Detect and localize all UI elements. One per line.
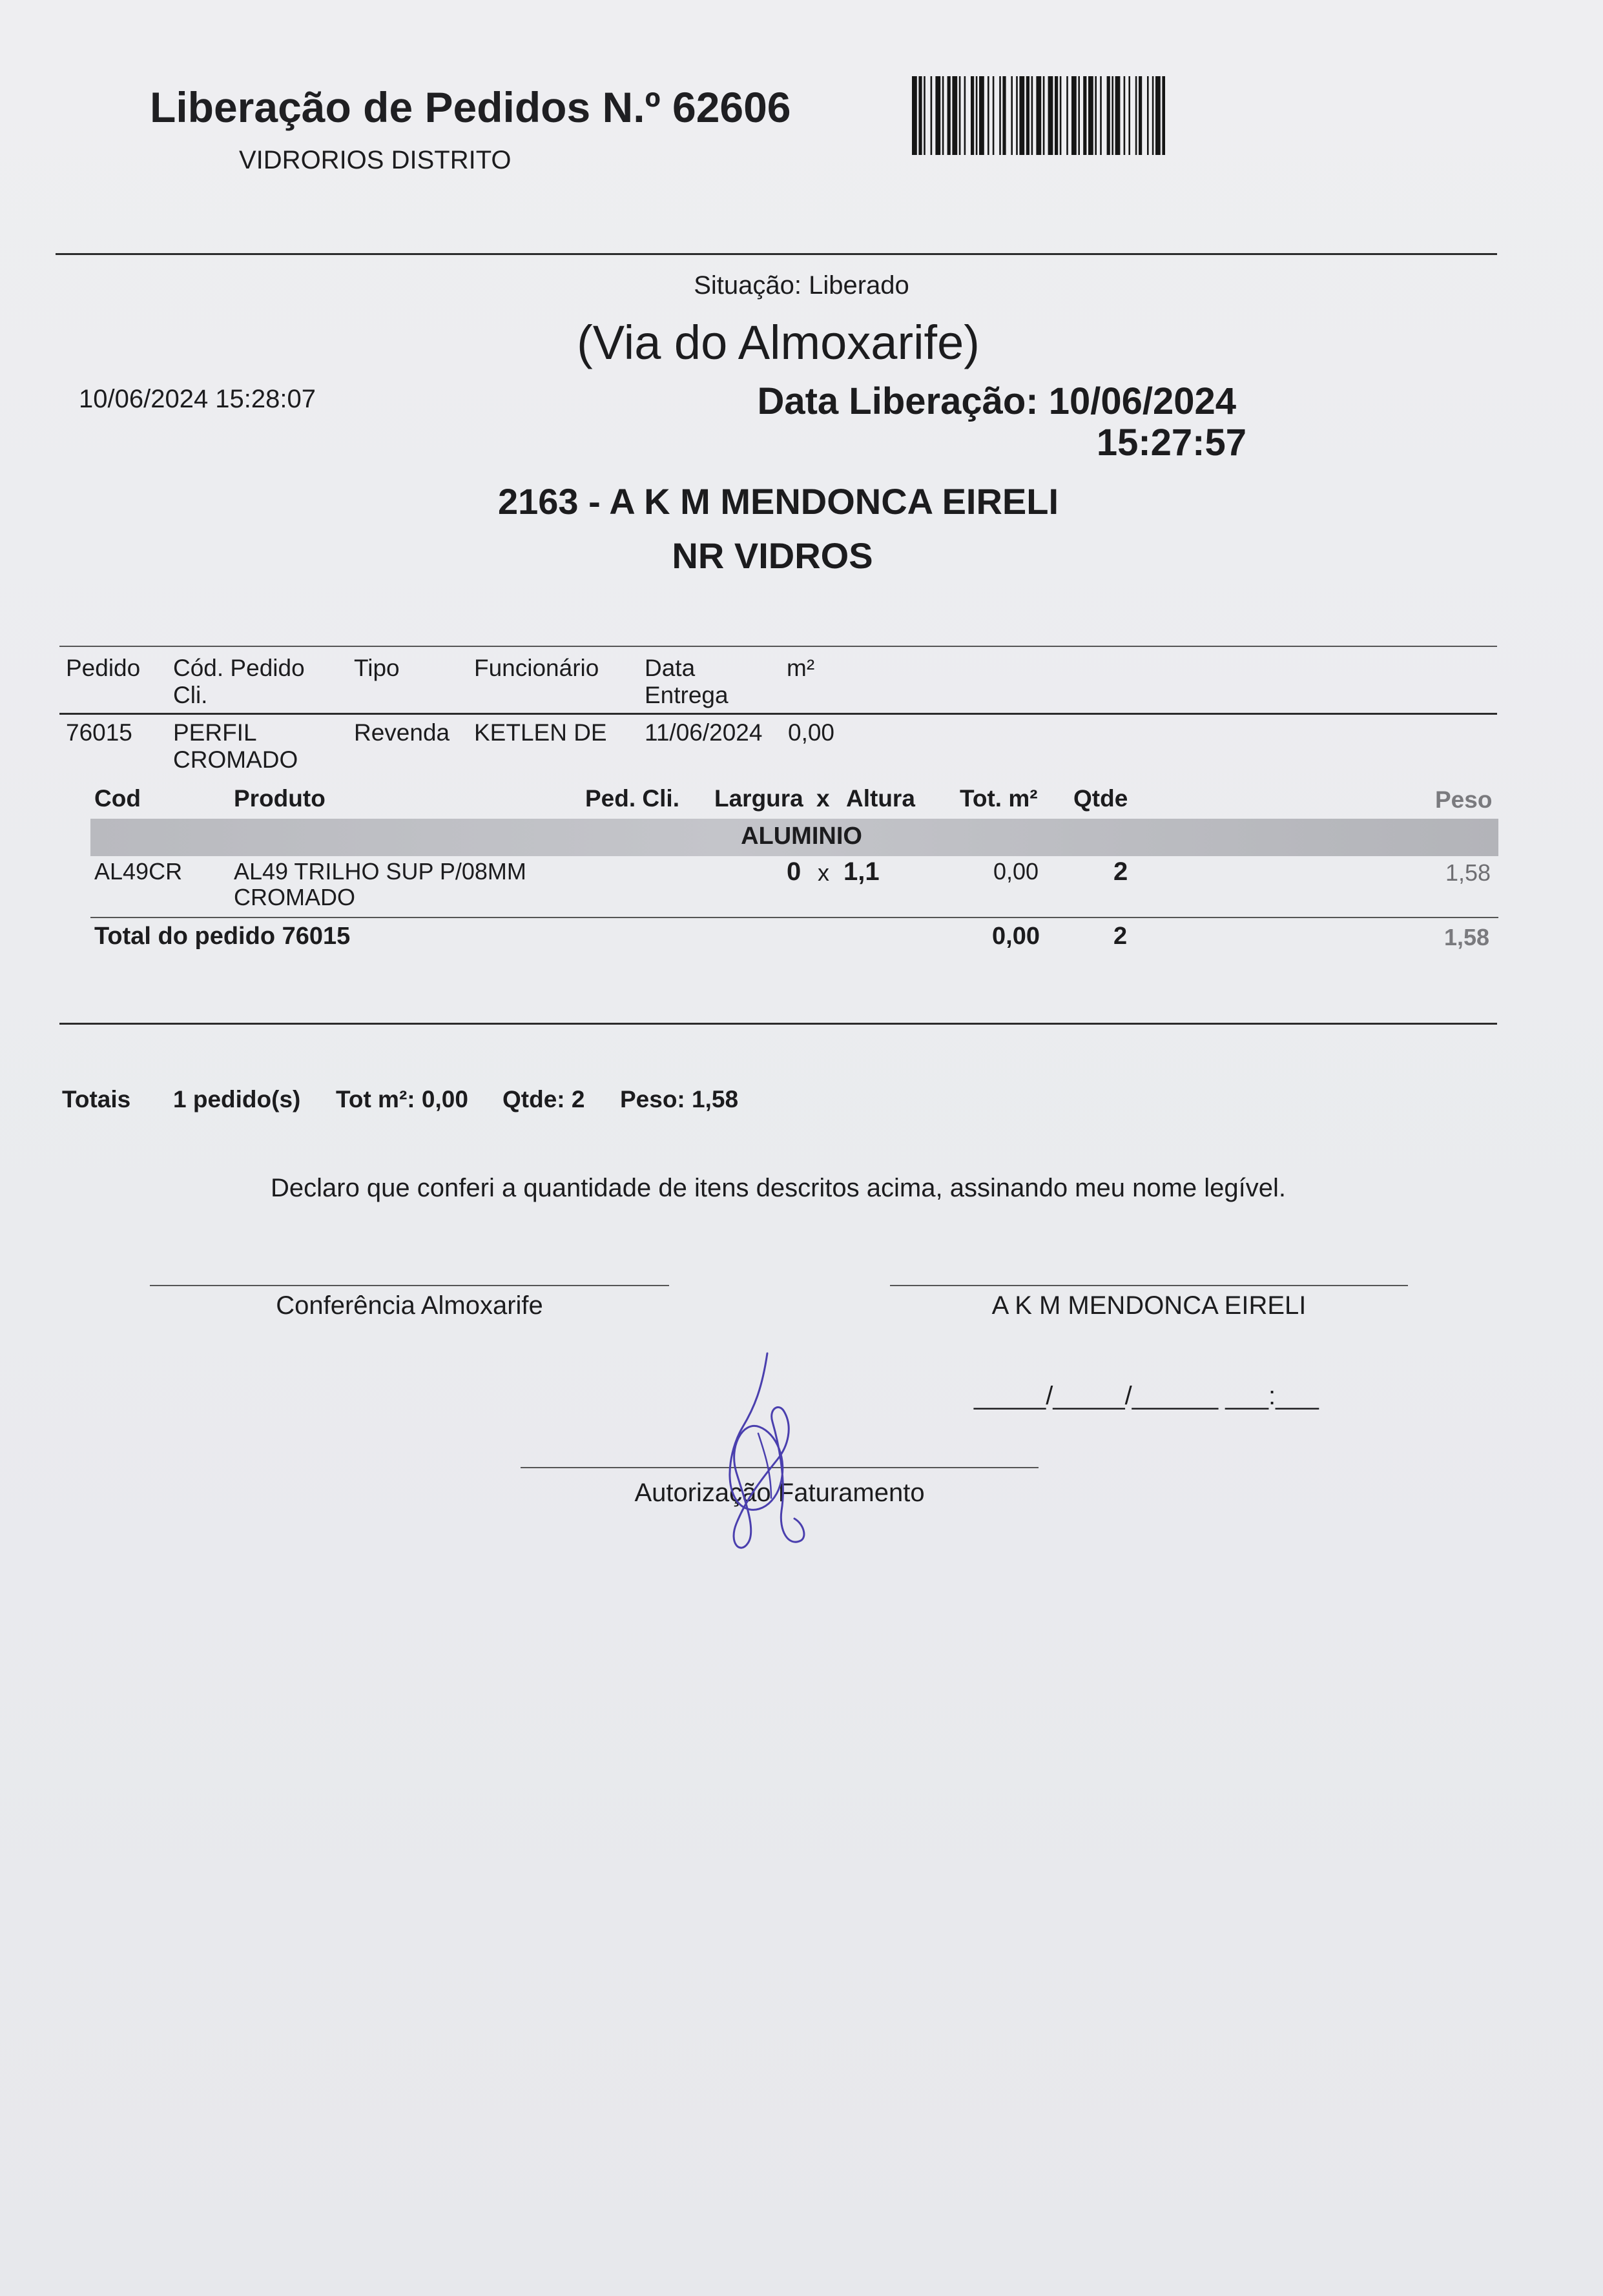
barcode-bar xyxy=(942,76,944,155)
barcode-bar xyxy=(971,76,974,155)
item-peso: 1,58 xyxy=(1445,859,1491,886)
barcode-bar xyxy=(1019,76,1024,155)
order-m2: 0,00 xyxy=(788,719,835,746)
items-header-cod: Cod xyxy=(94,785,141,812)
barcode-bar xyxy=(979,76,984,155)
item-x: x xyxy=(818,859,829,886)
group-label: ALUMINIO xyxy=(741,823,862,850)
barcode xyxy=(912,76,1165,155)
signature-line-left xyxy=(150,1285,669,1286)
item-tot-m2: 0,00 xyxy=(993,858,1039,885)
order-pedido: 76015 xyxy=(66,719,132,746)
barcode-bar xyxy=(1016,76,1018,155)
barcode-bar xyxy=(1071,76,1077,155)
totals-pedidos: 1 pedido(s) xyxy=(173,1086,301,1112)
barcode-bar xyxy=(993,76,995,155)
item-cod: AL49CR xyxy=(94,858,183,885)
barcode-bar xyxy=(1026,76,1029,155)
order-header-pedido: Pedido xyxy=(66,655,141,681)
item-produto: AL49 TRILHO SUP P/08MM CROMADO xyxy=(234,858,526,910)
document-title: Liberação de Pedidos N.º 62606 xyxy=(150,83,791,131)
client-subtitle: NR VIDROS xyxy=(672,535,873,576)
item-altura: 1,1 xyxy=(843,857,880,886)
barcode-bar xyxy=(1107,76,1110,155)
barcode-bar xyxy=(1088,76,1093,155)
barcode-bar xyxy=(1115,76,1121,155)
order-table-header-rule xyxy=(59,713,1497,715)
barcode-bar xyxy=(1147,76,1149,155)
print-timestamp: 10/06/2024 15:28:07 xyxy=(79,385,316,413)
order-data-entrega: 11/06/2024 xyxy=(645,719,763,746)
order-tipo: Revenda xyxy=(354,719,450,746)
barcode-bar xyxy=(1083,76,1086,155)
signature-label-bottom: Autorização Faturamento xyxy=(634,1479,925,1507)
totals-m2: Tot m²: 0,00 xyxy=(336,1086,468,1112)
barcode-bar xyxy=(999,76,1001,155)
barcode-bar xyxy=(1031,76,1033,155)
barcode-bar xyxy=(988,76,989,155)
order-header-tipo: Tipo xyxy=(354,655,400,681)
totals-peso: Peso: 1,58 xyxy=(620,1086,739,1112)
order-total-peso: 1,58 xyxy=(1444,924,1490,950)
barcode-bar xyxy=(1095,76,1097,155)
totals-top-rule xyxy=(59,1023,1497,1025)
items-header-peso: Peso xyxy=(1435,786,1493,813)
barcode-bar xyxy=(1055,76,1058,155)
barcode-bar xyxy=(952,76,957,155)
client-name: 2163 - A K M MENDONCA EIRELI xyxy=(497,481,1059,522)
barcode-bar xyxy=(935,76,940,155)
status-text: Situação: Liberado xyxy=(694,271,909,300)
header-divider xyxy=(56,253,1497,255)
items-header-largura: Largura xyxy=(714,785,803,812)
barcode-bar xyxy=(924,76,926,155)
barcode-bar xyxy=(931,76,933,155)
order-total-m2: 0,00 xyxy=(992,923,1040,950)
barcode-bar xyxy=(1128,76,1130,155)
barcode-bar xyxy=(1135,76,1137,155)
barcode-bar xyxy=(1036,76,1041,155)
liberation-time: 15:27:57 xyxy=(1096,422,1246,464)
barcode-bar xyxy=(947,76,951,155)
handwritten-signature xyxy=(717,1349,814,1563)
order-header-data-entrega: Data Entrega xyxy=(645,655,729,708)
barcode-bar xyxy=(1124,76,1126,155)
declaration-text: Declaro que conferi a quantidade de itens descritos acima, assinando meu nome legível. xyxy=(270,1174,1287,1202)
totals-label: Totais xyxy=(62,1086,131,1112)
barcode-bar xyxy=(1100,76,1102,155)
barcode-bar xyxy=(1002,76,1006,155)
barcode-bar xyxy=(964,76,966,155)
signature-label-left: Conferência Almoxarife xyxy=(276,1291,543,1320)
barcode-bar xyxy=(1043,76,1045,155)
barcode-bar xyxy=(1152,76,1154,155)
order-total-label: Total do pedido 76015 xyxy=(94,923,351,950)
items-header-altura: Altura xyxy=(846,785,915,812)
order-header-m2: m² xyxy=(787,655,815,681)
barcode-bar xyxy=(1139,76,1142,155)
order-cod-pedido-cli: PERFIL CROMADO xyxy=(173,719,298,773)
barcode-bar xyxy=(1060,76,1062,155)
barcode-bar xyxy=(1078,76,1080,155)
totals-qtde: Qtde: 2 xyxy=(502,1086,585,1112)
order-funcionario: KETLEN DE xyxy=(474,719,607,746)
items-header-tot-m2: Tot. m² xyxy=(960,785,1038,812)
barcode-bar xyxy=(1162,76,1165,155)
items-header-produto: Produto xyxy=(234,785,326,812)
barcode-bar xyxy=(1155,76,1161,155)
barcode-bar xyxy=(1011,76,1013,155)
barcode-bar xyxy=(959,76,961,155)
barcode-bar xyxy=(976,76,978,155)
barcode-bar xyxy=(918,76,922,155)
date-time-blanks: _____/_____/______ ___:___ xyxy=(974,1382,1319,1410)
liberation-date: Data Liberação: 10/06/2024 xyxy=(757,380,1236,422)
item-total-rule xyxy=(90,917,1498,918)
barcode-bar xyxy=(1066,76,1068,155)
order-header-funcionario: Funcionário xyxy=(474,655,599,681)
item-qtde: 2 xyxy=(1113,857,1128,886)
barcode-bar xyxy=(912,76,917,155)
barcode-bar xyxy=(1048,76,1053,155)
signature-label-right: A K M MENDONCA EIRELI xyxy=(991,1291,1307,1320)
order-total-qtde: 2 xyxy=(1113,923,1128,950)
signature-line-right xyxy=(890,1285,1408,1286)
copy-type-label: (Via do Almoxarife) xyxy=(577,316,980,369)
item-largura: 0 xyxy=(787,857,802,886)
items-header-qtde: Qtde xyxy=(1073,785,1128,812)
company-name: VIDRORIOS DISTRITO xyxy=(239,146,512,174)
order-table-top-rule xyxy=(59,646,1497,647)
order-header-cod-pedido-cli: Cód. Pedido Cli. xyxy=(173,655,305,708)
items-header-ped-cli: Ped. Cli. xyxy=(585,785,679,812)
barcode-bar xyxy=(1112,76,1113,155)
items-header-x: x xyxy=(816,785,830,812)
